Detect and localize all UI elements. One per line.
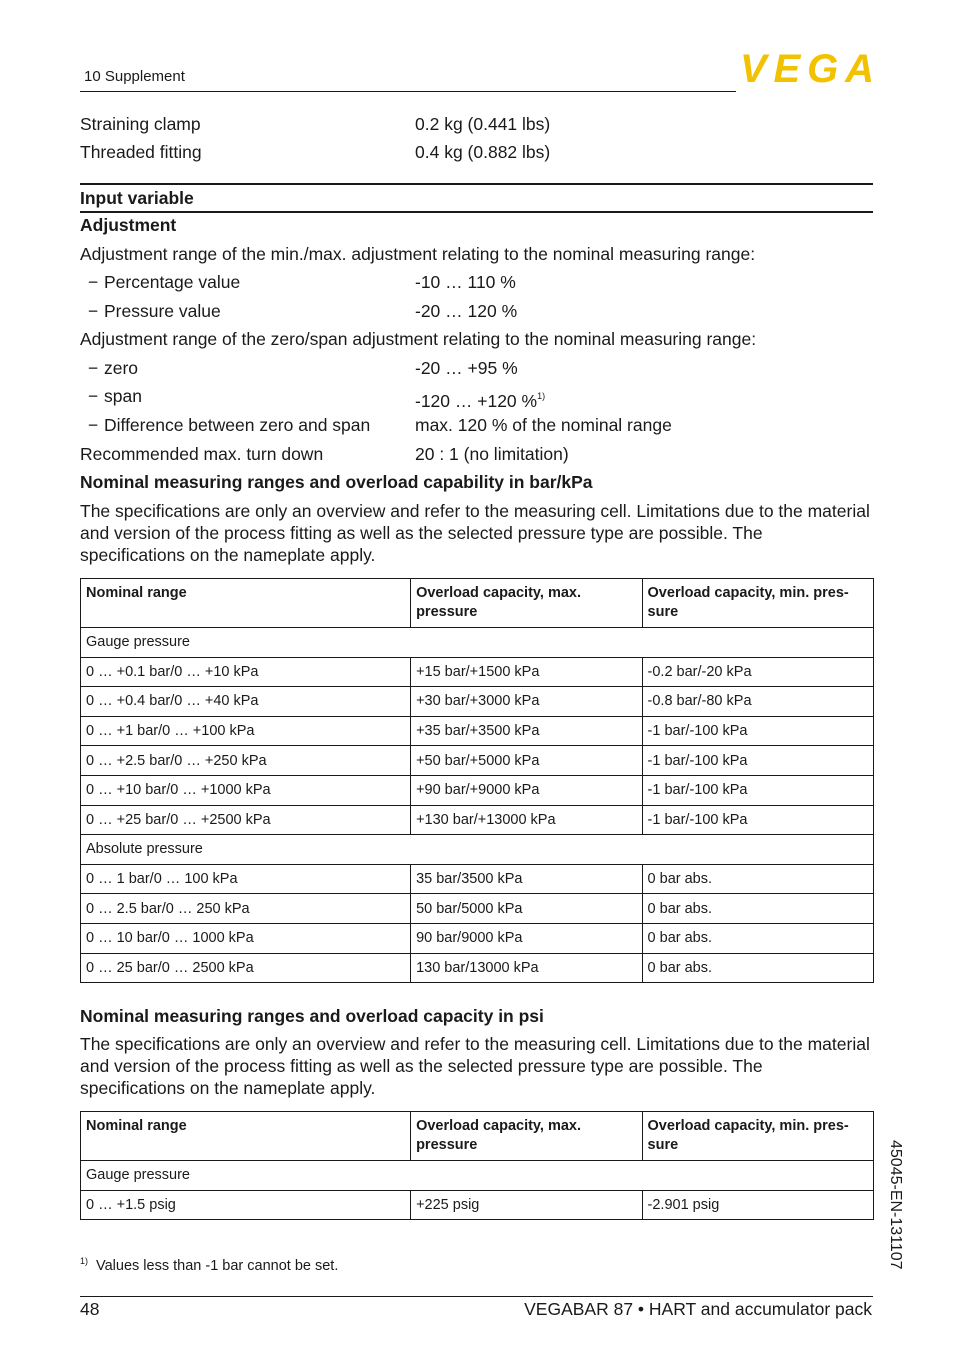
table-cell: 0 … +2.5 bar/0 … +250 kPa <box>81 746 411 776</box>
table-cell: +225 psig <box>411 1190 642 1220</box>
table-cell: 0 … +1 bar/0 … +100 kPa <box>81 716 411 746</box>
table-cell: 0 bar abs. <box>642 953 873 983</box>
table-cell: +90 bar/+9000 kPa <box>411 775 642 805</box>
zerospan-intro: Adjustment range of the zero/span adjustment relating to the nominal measuring range: <box>80 329 757 349</box>
column-header: Overload capacity, min. pres- sure <box>642 1112 873 1161</box>
psi-table <box>80 1111 874 1220</box>
bar-section-heading: Nominal measuring ranges and overload capability in bar/kPa <box>80 472 593 492</box>
header-rule <box>80 91 736 92</box>
list-item-value: -20 … +95 % <box>415 358 518 378</box>
table-row <box>81 894 874 924</box>
bar-section-text: The specifications are only an overview and refer to the measuring cell. Limitations due to the material and version of the process fitting as well as the selected pressure type are possible. The specifications on the nameplate apply. <box>80 501 870 565</box>
psi-section-heading: Nominal measuring ranges and overload capacity in psi <box>80 1006 544 1026</box>
minmax-intro: Adjustment range of the min./max. adjustment relating to the nominal measuring range: <box>80 244 756 264</box>
column-header: Overload capacity, min. pres- sure <box>642 579 873 628</box>
table-cell: 90 bar/9000 kPa <box>411 923 642 953</box>
table-cell: 0 … 2.5 bar/0 … 250 kPa <box>81 894 411 924</box>
footnote-mark: 1) <box>80 1256 89 1266</box>
table-cell: 0 … 1 bar/0 … 100 kPa <box>81 864 411 894</box>
table-cell: 130 bar/13000 kPa <box>411 953 642 983</box>
weight-label: Threaded fitting <box>80 142 202 162</box>
list-item: − Pressure value <box>87 301 221 321</box>
footnote-ref: 1) <box>537 391 546 401</box>
list-item-value: -120 … +120 %$^{1)}$ <box>415 391 546 411</box>
document-id: 45045-EN-131107 <box>887 1140 904 1270</box>
table-cell: 35 bar/3500 kPa <box>411 864 642 894</box>
table-cell: 0 … 25 bar/0 … 2500 kPa <box>81 953 411 983</box>
list-item: − Percentage value <box>87 272 241 292</box>
list-item-value: -10 … 110 % <box>415 272 516 292</box>
table-group-row <box>81 628 874 658</box>
table-cell: 0 bar abs. <box>642 923 873 953</box>
table-header-row <box>81 1112 874 1161</box>
group-label: Gauge pressure <box>81 1161 874 1191</box>
table-cell: -0.2 bar/-20 kPa <box>642 657 873 687</box>
turn-down-value: 20 : 1 (no limitation) <box>415 444 569 464</box>
table-cell: 0 bar abs. <box>642 864 873 894</box>
table-row <box>81 687 874 717</box>
bar-kpa-table <box>80 578 874 983</box>
table-cell: -1 bar/-100 kPa <box>642 805 873 835</box>
psi-section-text: The specifications are only an overview and refer to the measuring cell. Limitations due to the material and version of the process fitting as well as the selected pressure type are possible. The specifications on the nameplate apply. <box>80 1034 870 1098</box>
table-cell: 50 bar/5000 kPa <box>411 894 642 924</box>
table-row <box>81 716 874 746</box>
column-header: Overload capacity, max. pressure <box>411 579 642 628</box>
table-cell: -1 bar/-100 kPa <box>642 716 873 746</box>
table-cell: +15 bar/+1500 kPa <box>411 657 642 687</box>
table-group-row <box>81 835 874 865</box>
footnote <box>80 1256 338 1274</box>
table-row <box>81 746 874 776</box>
table-header-row <box>81 579 874 628</box>
table-cell: 0 … +1.5 psig <box>81 1190 411 1220</box>
turn-down-label: Recommended max. turn down <box>80 444 324 464</box>
section-label: 10 Supplement <box>84 68 185 85</box>
table-cell: +50 bar/+5000 kPa <box>411 746 642 776</box>
weight-label: Straining clamp <box>80 114 201 134</box>
table-row <box>81 923 874 953</box>
section-rule <box>80 183 873 185</box>
vega-logo <box>740 50 874 86</box>
table-cell: 0 … 10 bar/0 … 1000 kPa <box>81 923 411 953</box>
group-label: Gauge pressure <box>81 628 874 658</box>
column-header: Nominal range <box>81 579 411 628</box>
list-item-value: -20 … 120 % <box>415 301 518 321</box>
table-cell: +35 bar/+3500 kPa <box>411 716 642 746</box>
list-item: − zero <box>87 358 139 378</box>
table-cell: 0 … +0.1 bar/0 … +10 kPa <box>81 657 411 687</box>
page-number: 48 <box>80 1299 100 1319</box>
table-row <box>81 1190 874 1220</box>
table-cell: +30 bar/+3000 kPa <box>411 687 642 717</box>
table-group-row <box>81 1161 874 1191</box>
table-cell: 0 … +10 bar/0 … +1000 kPa <box>81 775 411 805</box>
column-header: Nominal range <box>81 1112 411 1161</box>
weight-value: 0.4 kg (0.882 lbs) <box>415 142 551 162</box>
footnote-text: Values less than -1 bar cannot be set. <box>96 1258 339 1274</box>
list-item-value: max. 120 % of the nominal range <box>415 415 672 435</box>
list-item: − span <box>87 386 142 406</box>
table-row <box>81 657 874 687</box>
logo-text: VEGA <box>740 50 872 86</box>
table-cell: 0 … +0.4 bar/0 … +40 kPa <box>81 687 411 717</box>
table-cell: -0.8 bar/-80 kPa <box>642 687 873 717</box>
column-header: Overload capacity, max. pressure <box>411 1112 642 1161</box>
table-cell: -1 bar/-100 kPa <box>642 746 873 776</box>
footer-rule <box>80 1296 873 1297</box>
section-rule <box>80 211 873 213</box>
footer-title: VEGABAR 87 • HART and accumulator pack <box>524 1299 872 1319</box>
weight-value: 0.2 kg (0.441 lbs) <box>415 114 551 134</box>
table-row <box>81 805 874 835</box>
table-cell: +130 bar/+13000 kPa <box>411 805 642 835</box>
list-item: − Difference between zero and span <box>87 415 371 435</box>
table-row <box>81 864 874 894</box>
table-cell: -1 bar/-100 kPa <box>642 775 873 805</box>
table-row <box>81 775 874 805</box>
group-label: Absolute pressure <box>81 835 874 865</box>
table-cell: 0 … +25 bar/0 … +2500 kPa <box>81 805 411 835</box>
adjustment-heading: Adjustment <box>80 215 177 235</box>
table-row <box>81 953 874 983</box>
table-cell: -2.901 psig <box>642 1190 873 1220</box>
input-variable-heading: Input variable <box>80 188 194 208</box>
table-cell: 0 bar abs. <box>642 894 873 924</box>
